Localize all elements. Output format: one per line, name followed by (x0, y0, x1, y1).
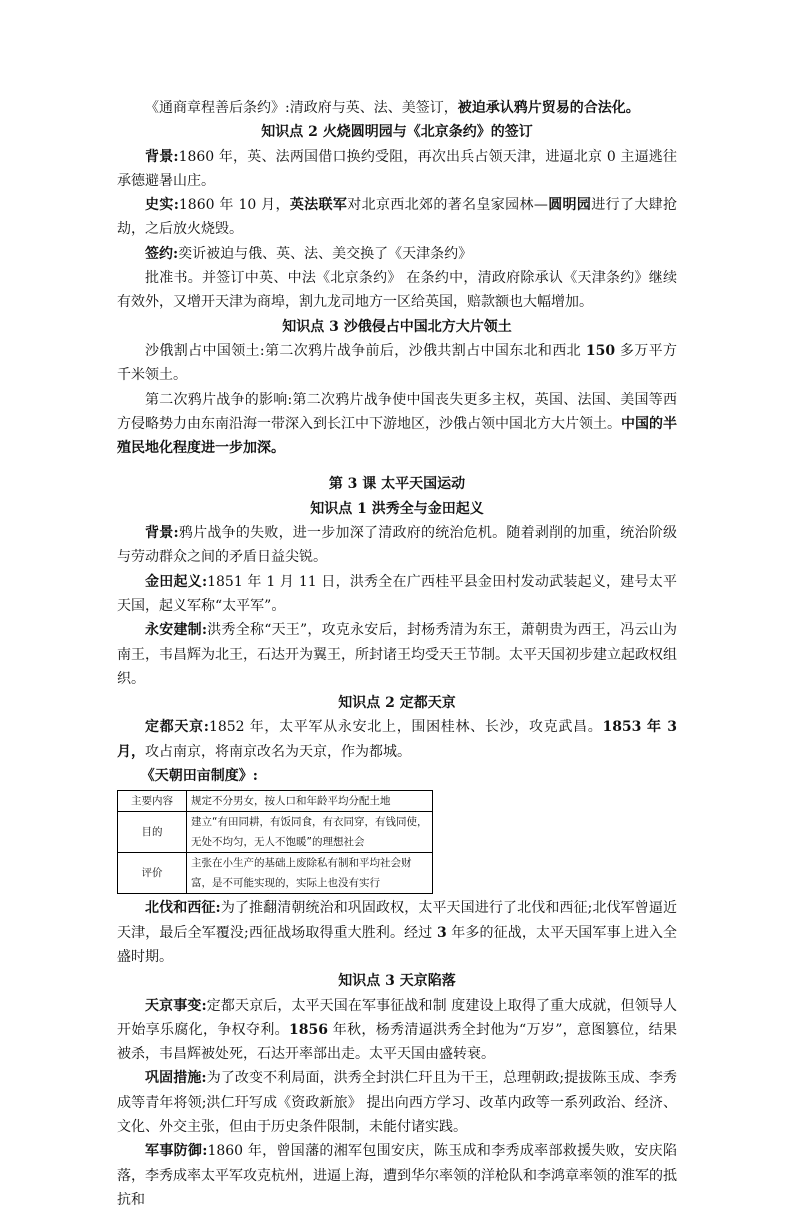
paragraph-taiping-background (117, 521, 677, 570)
label-northern-western: 北伐和西征: (145, 900, 221, 917)
paragraph-northern-western (117, 896, 677, 969)
label-tianjing: 定都天京: (145, 719, 209, 736)
jintian-text: 1851 年 1 月 11 日，洪秀全在广西桂平县金田村发动武装起义，建号太平天国，起义军称“太平军”。 (117, 573, 677, 614)
northern-western-text-2: 年多的征战，太平天国军事上进入全盛时期。 (117, 924, 678, 965)
incident-text-1: 定都天京后，太平天国在军事征战和制 度建设上取得了重大成就，但领导人开始享乐腐化，争权夺利。 (117, 997, 678, 1038)
table-key-cell: 目的 (118, 812, 187, 853)
yongan-text: 洪秀全称“天王”，攻克永安后，封杨秀清为东王，萧朝贵为西王，冯云山为南王，韦昌辉为北王，石达开为翼王，所封诸王均受天王节制。太平天国初步建立起政权组织。 (117, 622, 678, 687)
label-signing: 签约: (145, 245, 179, 262)
tianjing-date: 1853 年 3 月， (117, 719, 677, 760)
heading-knowledge-point-2: 知识点 2 火烧圆明园与《北京条约》的签订 (261, 124, 533, 141)
paragraph-russia (117, 339, 677, 388)
paragraph-tianjing (117, 715, 677, 764)
signing-text: 奕䜣被迫与俄、英、法、美交换了《天津条约》 (178, 245, 473, 262)
label-consolidation: 巩固措施: (145, 1070, 207, 1087)
table-value-cell: 规定不分男女，按人口和年龄平均分配土地 (187, 791, 433, 812)
table-value-cell: 建立“有田同耕，有饭同食，有衣同穿，有钱同使，无处不均匀，无人不饱暖”的理想社会 (187, 812, 433, 853)
label-tianjing-incident: 天京事变: (145, 997, 207, 1014)
document-page (117, 96, 677, 1212)
table-row (118, 853, 433, 894)
label-background: 背景: (145, 148, 179, 165)
consolidation-text: 为了改变不利局面，洪秀全封洪仁玕且为干王，总理朝政;提拔陈玉成、李秀成等青年将领;洪仁玕写成《资政新旅》 提出向西方学习、改革内政等一系列政治、经济、文化、外交主张，但由于历史条件限制，未能付诸实践。 (117, 1070, 678, 1135)
background-text: 1860 年，英、法两国借口换约受阻，再次出兵占领天津，进逼北京 0 主逼逃往承德避暑山庄。 (117, 148, 678, 189)
russia-number: 150 (585, 342, 616, 359)
tianjing-text-1: 1852 年，太平军从永安北上，围困桂林、长沙，攻克武昌。 (208, 719, 603, 736)
treaty-emphasis: 被迫承认鸦片贸易的合法化。 (457, 100, 640, 116)
treaty-title: 《通商章程善后条约》 (145, 100, 285, 116)
military-defense-text: 1860 年，曾国藩的湘军包围安庆，陈玉成和李秀成率部救援失败，安庆陷落，李秀成率太平军攻克杭州，进逼上海，遭到华尔率领的洋枪队和李鸿章率领的淮军的抵抗和 (117, 1143, 678, 1208)
heading-knowledge-point-3: 知识点 3 沙俄侵占中国北方大片领土 (282, 318, 512, 335)
impact-emphasis: 中国的半殖民地化程度进一步加深。 (117, 415, 677, 457)
incident-text-2: 年秋，杨秀清逼洪秀全封他为“万岁”，意图篡位，结果被杀，韦昌辉被处死，石达开率部出走。太平天国由盛转衰。 (117, 1021, 678, 1063)
paragraph-background (117, 145, 677, 194)
table-row (118, 812, 433, 853)
treaty-text: :清政府与英、法、美签订， (285, 100, 458, 116)
history-bold-2: 圆明园 (547, 197, 592, 214)
table-title: 《天朝田亩制度》: (140, 768, 258, 785)
northern-western-text-1: 为了推翻清朝统治和巩固政权，太平天国进行了北伐和西征;北伐军曾逼近天津，最后全军覆没;西征战场取得重大胜利。经过 (117, 900, 678, 941)
land-system-table (117, 790, 433, 894)
impact-text: 第二次鸦片战争的影响:第二次鸦片战争使中国丧失更多主权，英国、法国、美国等西方侵略势力由东南沿海一带深入到长江中下游地区，沙俄占领中国北方大片领土。 (117, 391, 677, 432)
paragraph-consolidation (117, 1066, 677, 1139)
label-jintian: 金田起义: (145, 573, 208, 590)
paragraph-ratification: 批准书。并签订中英、中法《北京条约》 在条约中，清政府除承认《天津条约》继续有效外，又增开天津为商埠，割九龙司地方一区给英国，赔款额也大幅增加。 (117, 270, 677, 311)
heading-lesson-3: 第 3 课 太平天国运动 (328, 476, 466, 493)
northern-western-years: 3 (436, 924, 447, 941)
paragraph-yongan (117, 618, 677, 691)
heading-lesson-3-point-1: 知识点 1 洪秀全与金田起义 (310, 500, 484, 517)
paragraph-history (117, 193, 677, 242)
table-key-cell: 主要内容 (118, 791, 187, 812)
paragraph-signing (117, 242, 677, 266)
table-key-cell: 评价 (118, 853, 187, 894)
heading-lesson-3-point-3: 知识点 3 天京陷落 (338, 973, 456, 990)
russia-text: 沙俄割占中国领土:第二次鸦片战争前后，沙俄共割占中国东北和西北 (145, 342, 586, 359)
table-row (118, 791, 433, 812)
taiping-background-text: 鸦片战争的失败，进一步加深了清政府的统治危机。随着剥削的加重，统治阶级与劳动群众之间的矛盾日益尖锐。 (117, 525, 678, 566)
russia-text-2: 多万平方千米领土。 (117, 342, 678, 384)
label-yongan: 永安建制: (145, 622, 208, 639)
tianjing-text-2: 攻占南京，将南京改名为天京，作为都城。 (145, 743, 411, 760)
label-taiping-background: 背景: (145, 525, 179, 542)
paragraph-jintian (117, 570, 677, 619)
history-text-2: 对北京西北郊的著名皇家园林— (347, 197, 548, 214)
history-text-1: 1860 年 10 月， (178, 197, 290, 214)
paragraph-military-defense (117, 1139, 677, 1212)
incident-year: 1856 (288, 1021, 328, 1038)
paragraph-tianjing-incident (117, 994, 677, 1067)
paragraph-impact (117, 388, 677, 461)
heading-lesson-3-point-2: 知识点 2 定都天京 (338, 695, 456, 712)
label-military-defense: 军事防御: (145, 1143, 208, 1160)
history-text-3: 进行了大肆抢劫，之后放火烧毁。 (117, 197, 678, 238)
history-bold-1: 英法联军 (289, 197, 348, 214)
table-value-cell: 主张在小生产的基础上废除私有制和平均社会财富，是不可能实现的，实际上也没有实行 (187, 853, 433, 894)
label-history: 史实: (145, 197, 179, 214)
paragraph-treaty (117, 96, 677, 120)
